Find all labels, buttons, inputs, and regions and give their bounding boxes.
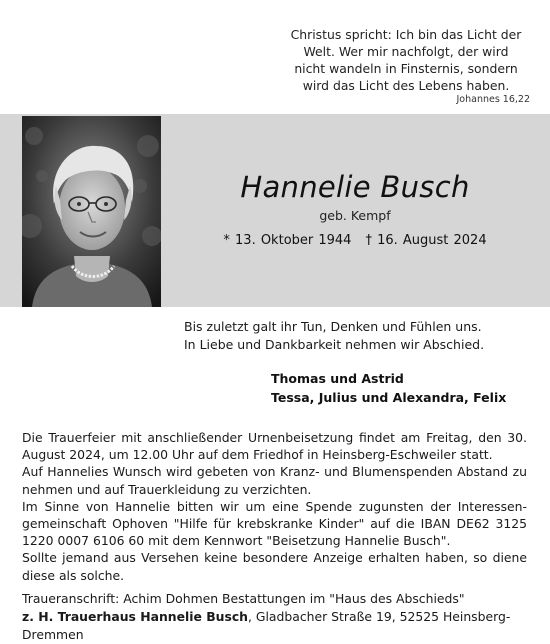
notice-paragraph: Die Trauerfeier mit anschließender Urnenbeisetzung findet am Freitag, den 30. August 2024, um 12.00 Uhr auf dem Friedhof in Heinsberg-Eschweiler statt.: [22, 430, 527, 463]
quote-line: nicht wandeln in Finsternis, sondern: [294, 61, 518, 76]
message-line: Bis zuletzt galt ihr Tun, Denken und Fühlen uns.: [184, 319, 482, 334]
notice-paragraph: Sollte jemand aus Versehen keine besondere Anzeige erhalten haben, so diene diese als solche.: [22, 550, 527, 583]
death-date: † 16. August 2024: [365, 233, 487, 248]
maiden-name: geb. Kempf: [319, 208, 391, 223]
mourner-line: Tessa, Julius und Alexandra, Felix: [271, 390, 507, 405]
farewell-message: [184, 318, 524, 354]
address-line: Traueranschrift: Achim Dohmen Bestattungen im "Haus des Abschieds": [22, 591, 465, 606]
quote-line: Christus spricht: Ich bin das Licht der: [290, 27, 522, 42]
portrait-photo: [22, 116, 161, 307]
birth-date: * 13. Oktober 1944: [223, 233, 352, 248]
message-line: In Liebe und Dankbarkeit nehmen wir Abschied.: [184, 337, 485, 352]
notice-paragraph: Im Sinne von Hannelie bitten wir um eine Spende zugunsten der Interessen-gemeinschaft Ophoven "Hilfe für krebskranke Kinder" auf die IBAN DE62 3125 1220 0007 6106 60 mit dem Kennwort "Beisetzung Hannelie Busch".: [22, 498, 527, 549]
life-dates: [170, 233, 540, 248]
quote-line: Welt. Wer mir nachfolgt, der wird: [303, 44, 509, 59]
address-recipient: z. H. Trauerhaus Hannelie Busch: [22, 609, 249, 624]
deceased-name: Hannelie Busch: [240, 170, 470, 204]
address-street: , Gladbacher Straße 19, 52525 Heinsberg-Dremmen: [22, 609, 511, 642]
bible-quote: [290, 26, 522, 94]
funeral-notices: [22, 429, 527, 584]
quote-line: wird das Licht des Lebens haben.: [302, 78, 510, 93]
mourner-line: Thomas und Astrid: [271, 371, 404, 386]
quote-source: Johannes 16,22: [456, 94, 530, 105]
mourners-list: [271, 369, 541, 407]
mourning-address: [22, 590, 542, 644]
address-line: [22, 608, 542, 644]
notice-paragraph: Auf Hannelies Wunsch wird gebeten von Kranz- und Blumenspenden Abstand zu nehmen und auf Trauerkleidung zu verzichten.: [22, 464, 527, 497]
